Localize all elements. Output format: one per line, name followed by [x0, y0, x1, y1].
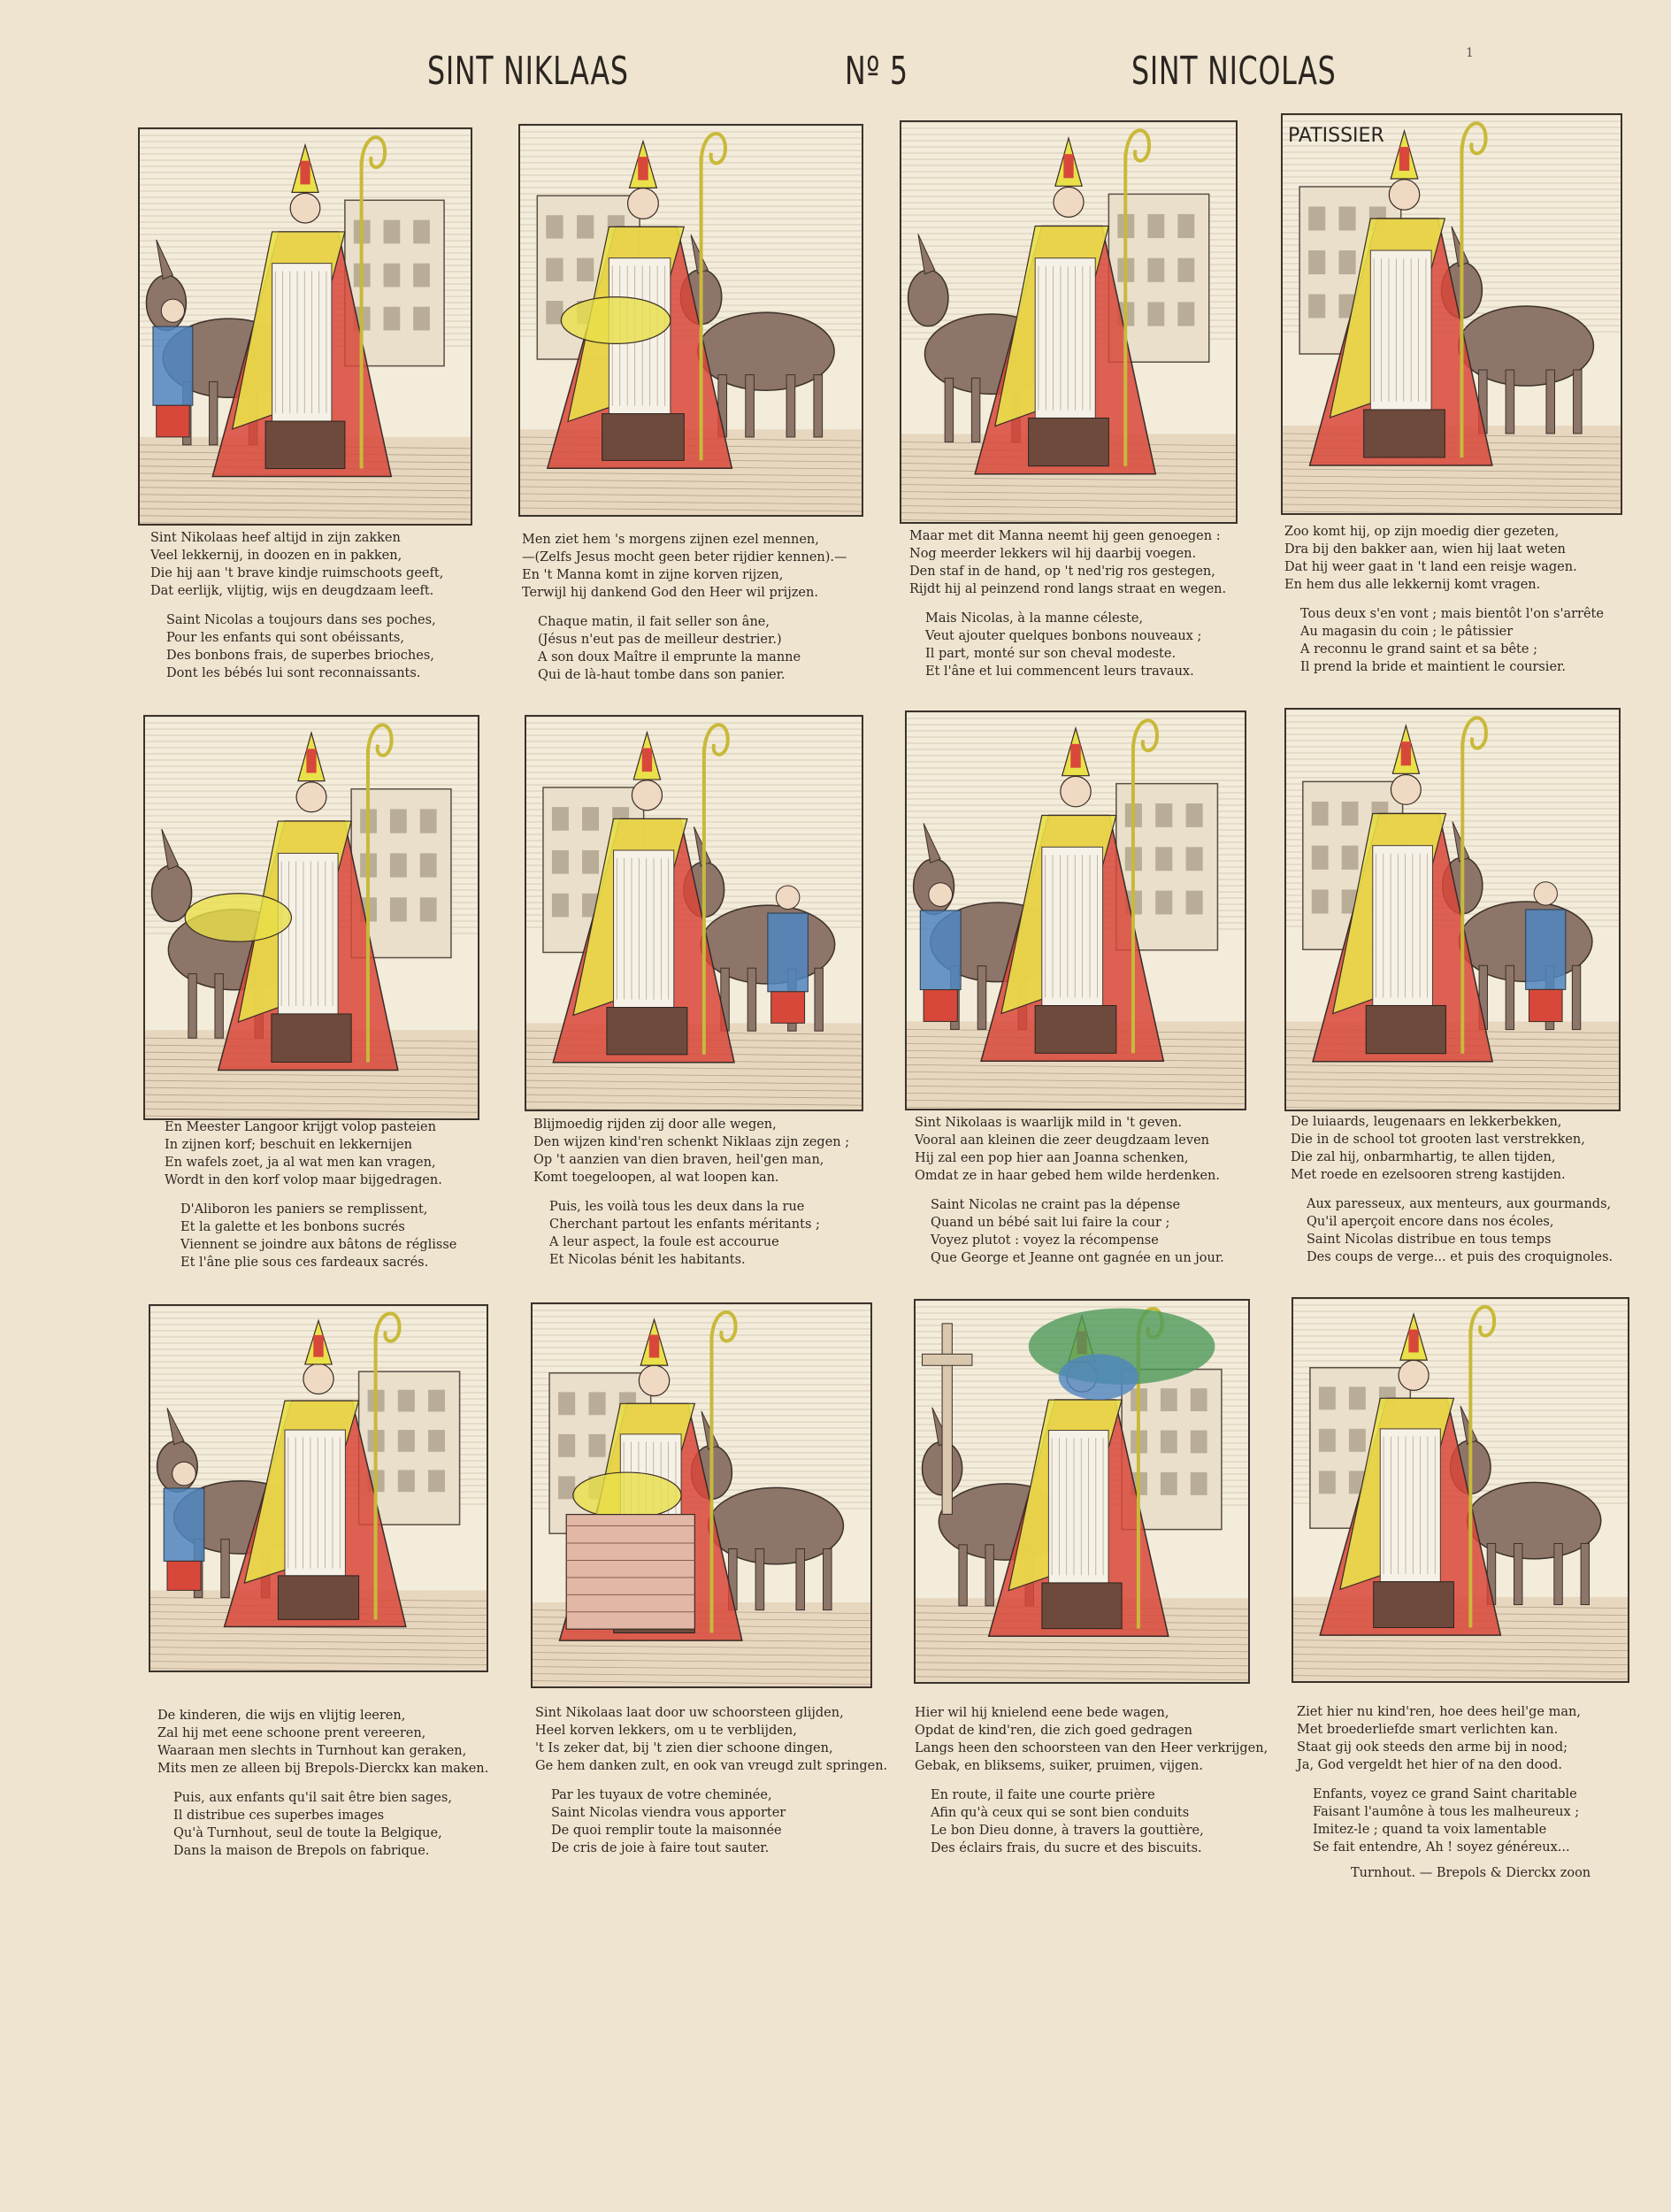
- verse-line: Chaque matin, il fait seller son âne,: [538, 615, 770, 629]
- verse-line: Mits men ze alleen bij Brepols-Dierckx kan maken.: [157, 1762, 489, 1776]
- panel-verses: [1291, 1113, 1613, 1266]
- verse-line: Dans la maison de Brepols on fabrique.: [173, 1844, 430, 1858]
- sheet-number: Nº 5: [845, 49, 908, 94]
- verse-line: Sint Nikolaas laat door uw schoorsteen glijden,: [535, 1706, 844, 1720]
- verse-line: De luiaards, leugenaars en lekkerbekken,: [1291, 1115, 1562, 1129]
- verse-line: Die in de school tot grooten last verstrekken,: [1291, 1133, 1585, 1147]
- verse-line: Veut ajouter quelques bonbons nouveaux ;: [925, 629, 1202, 643]
- publisher-imprint: Turnhout. — Brepols & Dierckx zoon: [1351, 1866, 1591, 1880]
- panel-illustration: [518, 124, 863, 517]
- dutch-stanza: [915, 1114, 1224, 1185]
- french-stanza: [522, 613, 847, 684]
- verse-line: Pour les enfants qui sont obéissants,: [166, 631, 404, 645]
- verse-line: Et la galette et les bonbons sucrés: [180, 1220, 405, 1234]
- verse-line: Par les tuyaux de votre cheminée,: [551, 1788, 772, 1802]
- verse-line: Et l'âne plie sous ces fardeaux sacrés.: [180, 1256, 429, 1270]
- panel-illustration: [525, 715, 863, 1111]
- french-stanza: [1291, 1195, 1613, 1266]
- panel-verses: [522, 531, 847, 684]
- verse-line: Zal hij met eene schoone prent vereeren,: [157, 1726, 426, 1740]
- verse-line: Tous deux s'en vont ; mais bientôt l'on s'arrête: [1300, 607, 1604, 621]
- verse-line: De quoi remplir toute la maisonnée: [551, 1824, 782, 1838]
- verse-line: Den staf in de hand, op 't ned'rig ros gestegen,: [909, 565, 1215, 579]
- verse-line: Heel korven lekkers, om u te verblijden,: [535, 1724, 797, 1738]
- panel-verses: [1297, 1703, 1581, 1856]
- verse-line: De cris de joie à faire tout sauter.: [551, 1841, 770, 1855]
- verse-line: Sint Nikolaas is waarlijk mild in 't geven.: [915, 1116, 1183, 1130]
- panel-verses: [909, 527, 1226, 680]
- verse-line: Enfants, voyez ce grand Saint charitable: [1313, 1787, 1577, 1801]
- verse-line: Wordt in den korf volop maar bijgedragen.: [165, 1173, 442, 1187]
- panel-illustration: [149, 1304, 488, 1672]
- verse-line: Zoo komt hij, op zijn moedig dier gezeten,: [1284, 525, 1560, 539]
- corner-mark: 1: [1466, 46, 1474, 60]
- verse-line: Qui de là-haut tombe dans son panier.: [538, 668, 786, 682]
- dutch-stanza: [535, 1704, 887, 1775]
- dutch-stanza: [1284, 523, 1604, 594]
- french-stanza: [1297, 1786, 1581, 1856]
- verse-line: Rijdt hij al peinzend rond langs straat en wegen.: [909, 582, 1227, 596]
- verse-line: Men ziet hem 's morgens zijnen ezel mennen,: [522, 533, 819, 547]
- verse-line: Le bon Dieu donne, à travers la gouttière,: [931, 1824, 1204, 1838]
- verse-line: Hier wil hij knielend eene bede wagen,: [915, 1706, 1169, 1720]
- verse-line: Il distribue ces superbes images: [173, 1809, 385, 1823]
- panel-illustration: [143, 715, 479, 1120]
- panel-illustration: [905, 710, 1246, 1110]
- french-stanza: [909, 610, 1226, 680]
- verse-line: Viennent se joindre aux bâtons de réglisse: [180, 1238, 457, 1252]
- verse-line: Hij zal een pop hier aan Joanna schenken,: [915, 1151, 1189, 1165]
- verse-line: Des éclairs frais, du sucre et des biscuits.: [931, 1841, 1202, 1855]
- verse-line: Cherchant partout les enfants méritants ;: [549, 1217, 820, 1232]
- panel-verses: [915, 1704, 1268, 1857]
- panel-illustration: [900, 120, 1238, 524]
- verse-line: Dat eerlijk, vlijtig, wijs en deugdzaam leeft.: [150, 584, 434, 598]
- panel-verses: [150, 529, 443, 682]
- french-stanza: [150, 611, 443, 682]
- verse-line: De kinderen, die wijs en vlijtig leeren,: [157, 1709, 406, 1723]
- verse-line: Terwijl hij dankend God den Heer wil prijzen.: [522, 586, 818, 600]
- verse-line: Des bonbons frais, de superbes brioches,: [166, 649, 434, 663]
- panel-illustration: [531, 1302, 872, 1688]
- verse-line: En 't Manna komt in zijne korven rijzen,: [522, 568, 784, 582]
- panel-verses: [1284, 523, 1604, 676]
- dutch-stanza: [150, 529, 443, 600]
- verse-line: Sint Nikolaas heef altijd in zijn zakken: [150, 531, 401, 545]
- french-stanza: [165, 1201, 456, 1271]
- verse-line: Nog meerder lekkers wil hij daarbij voegen.: [909, 547, 1197, 561]
- verse-line: Imitez-le ; quand ta voix lamentable: [1313, 1823, 1547, 1837]
- verse-line: Saint Nicolas viendra vous apporter: [551, 1806, 786, 1820]
- verse-line: Omdat ze in haar gebed hem wilde herdenken.: [915, 1169, 1221, 1183]
- verse-line: Que George et Jeanne ont gagnée en un jour.: [931, 1251, 1224, 1265]
- verse-line: D'Aliboron les paniers se remplissent,: [180, 1202, 428, 1217]
- verse-line: Des coups de verge... et puis des croquignoles.: [1307, 1250, 1614, 1264]
- verse-line: In zijnen korf; beschuit en lekkernijen: [165, 1138, 413, 1152]
- verse-line: Die zal hij, onbarmhartig, te allen tijden,: [1291, 1150, 1556, 1164]
- french-stanza: [1284, 605, 1604, 676]
- verse-line: Aux paresseux, aux menteurs, aux gourmands,: [1307, 1197, 1612, 1211]
- shop-sign: PATISSIER: [1288, 125, 1384, 147]
- dutch-stanza: [1291, 1113, 1613, 1184]
- french-stanza: [915, 1196, 1224, 1267]
- verse-line: En Meester Langoor krijgt volop pasteien: [165, 1120, 436, 1134]
- verse-line: A son doux Maître il emprunte la manne: [538, 650, 801, 664]
- verse-line: Et l'âne et lui commencent leurs travaux.: [925, 664, 1194, 679]
- verse-line: Voyez plutot : voyez la récompense: [931, 1233, 1159, 1248]
- verse-line: Au magasin du coin ; le pâtissier: [1300, 625, 1514, 639]
- verse-line: Blijmoedig rijden zij door alle wegen,: [533, 1118, 777, 1132]
- french-stanza: [915, 1786, 1268, 1857]
- verse-line: Il part, monté sur son cheval modeste.: [925, 647, 1177, 661]
- verse-line: En hem dus alle lekkernij komt vragen.: [1284, 578, 1541, 592]
- verse-line: Met broederliefde smart verlichten kan.: [1297, 1723, 1559, 1737]
- verse-line: —(Zelfs Jesus mocht geen beter rijdier kennen).—: [522, 550, 847, 565]
- verse-line: Gebak, en bliksems, suiker, pruimen, vijgen.: [915, 1759, 1203, 1773]
- verse-line: Ja, God vergeldt het hier of na den dood.: [1297, 1758, 1562, 1772]
- verse-line: Opdat de kind'ren, die zich goed gedragen: [915, 1724, 1192, 1738]
- verse-line: 't Is zeker dat, bij 't zien dier schoone dingen,: [535, 1741, 833, 1755]
- verse-line: Langs heen den schoorsteen van den Heer verkrijgen,: [915, 1741, 1269, 1755]
- verse-line: Dat hij weer gaat in 't land een reisje wagen.: [1284, 560, 1577, 574]
- french-stanza: [157, 1789, 488, 1860]
- verse-line: A leur aspect, la foule est accourue: [549, 1235, 779, 1249]
- verse-line: Op 't aanzien van dien braven, heil'gen man,: [533, 1153, 824, 1167]
- verse-line: Mais Nicolas, à la manne céleste,: [925, 611, 1144, 626]
- french-stanza: [533, 1198, 849, 1269]
- verse-line: Qu'il aperçoit encore dans nos écoles,: [1307, 1215, 1554, 1229]
- dutch-stanza: [157, 1707, 488, 1778]
- verse-line: Quand un bébé sait lui faire la cour ;: [931, 1216, 1170, 1230]
- verse-line: Puis, aux enfants qu'il sait être bien sages,: [173, 1791, 452, 1805]
- verse-line: Puis, les voilà tous les deux dans la rue: [549, 1200, 805, 1214]
- verse-line: Maar met dit Manna neemt hij geen genoegen :: [909, 529, 1221, 543]
- verse-line: Komt toegeloopen, al wat loopen kan.: [533, 1171, 779, 1185]
- panel-illustration: [1292, 1297, 1629, 1683]
- verse-line: Se fait entendre, Ah ! soyez généreux...: [1313, 1840, 1570, 1855]
- verse-line: Saint Nicolas a toujours dans ses poches,: [166, 613, 436, 627]
- panel-verses: [157, 1707, 488, 1860]
- verse-line: Veel lekkernij, in doozen en in pakken,: [150, 549, 402, 563]
- verse-line: Et Nicolas bénit les habitants.: [549, 1253, 746, 1267]
- verse-line: Vooral aan kleinen die zeer deugdzaam leven: [915, 1133, 1210, 1148]
- dutch-stanza: [909, 527, 1226, 598]
- dutch-stanza: [533, 1116, 849, 1187]
- title-dutch: SINT NIKLAAS: [427, 49, 629, 94]
- verse-line: (Jésus n'eut pas de meilleur destrier.): [538, 633, 782, 647]
- french-stanza: [535, 1786, 887, 1857]
- panel-illustration: [1281, 113, 1622, 515]
- panel-illustration: [138, 127, 472, 526]
- verse-line: Waaraan men slechts in Turnhout kan geraken,: [157, 1744, 467, 1758]
- verse-line: Afin qu'à ceux qui se sont bien conduits: [931, 1806, 1190, 1820]
- dutch-stanza: [915, 1704, 1268, 1775]
- verse-line: Saint Nicolas distribue en tous temps: [1307, 1233, 1552, 1247]
- verse-line: Ziet hier nu kind'ren, hoe dees heil'ge man,: [1297, 1705, 1581, 1719]
- verse-line: Dont les bébés lui sont reconnaissants.: [166, 666, 421, 680]
- panel-illustration: [914, 1299, 1250, 1684]
- verse-line: Staat gij ook steeds den arme bij in nood;: [1297, 1740, 1568, 1755]
- verse-line: Faisant l'aumône à tous les malheureux ;: [1313, 1805, 1580, 1819]
- verse-line: Die hij aan 't brave kindje ruimschoots geeft,: [150, 566, 444, 580]
- panel-verses: [535, 1704, 887, 1857]
- dutch-stanza: [522, 531, 847, 602]
- verse-line: A reconnu le grand saint et sa bête ;: [1300, 642, 1537, 657]
- verse-line: Den wijzen kind'ren schenkt Niklaas zijn zegen ;: [533, 1135, 850, 1149]
- verse-line: Saint Nicolas ne craint pas la dépense: [931, 1198, 1181, 1212]
- verse-line: Ge hem danken zult, en ook van vreugd zult springen.: [535, 1759, 888, 1773]
- verse-line: Dra bij den bakker aan, wien hij laat weten: [1284, 542, 1566, 557]
- dutch-stanza: [1297, 1703, 1581, 1774]
- panel-illustration: [1284, 708, 1621, 1111]
- dutch-stanza: [165, 1118, 456, 1189]
- verse-line: Qu'à Turnhout, seul de toute la Belgique,: [173, 1826, 442, 1840]
- panel-verses: [165, 1118, 456, 1271]
- title-french: SINT NICOLAS: [1131, 49, 1337, 94]
- panel-verses: [533, 1116, 849, 1269]
- verse-line: En wafels zoet, ja al wat men kan vragen,: [165, 1156, 436, 1170]
- panel-verses: [915, 1114, 1224, 1267]
- verse-line: Il prend la bride et maintient le coursier.: [1300, 660, 1566, 674]
- verse-line: En route, il faite une courte prière: [931, 1788, 1155, 1802]
- verse-line: Met roede en ezelsooren streng kastijden.: [1291, 1168, 1566, 1182]
